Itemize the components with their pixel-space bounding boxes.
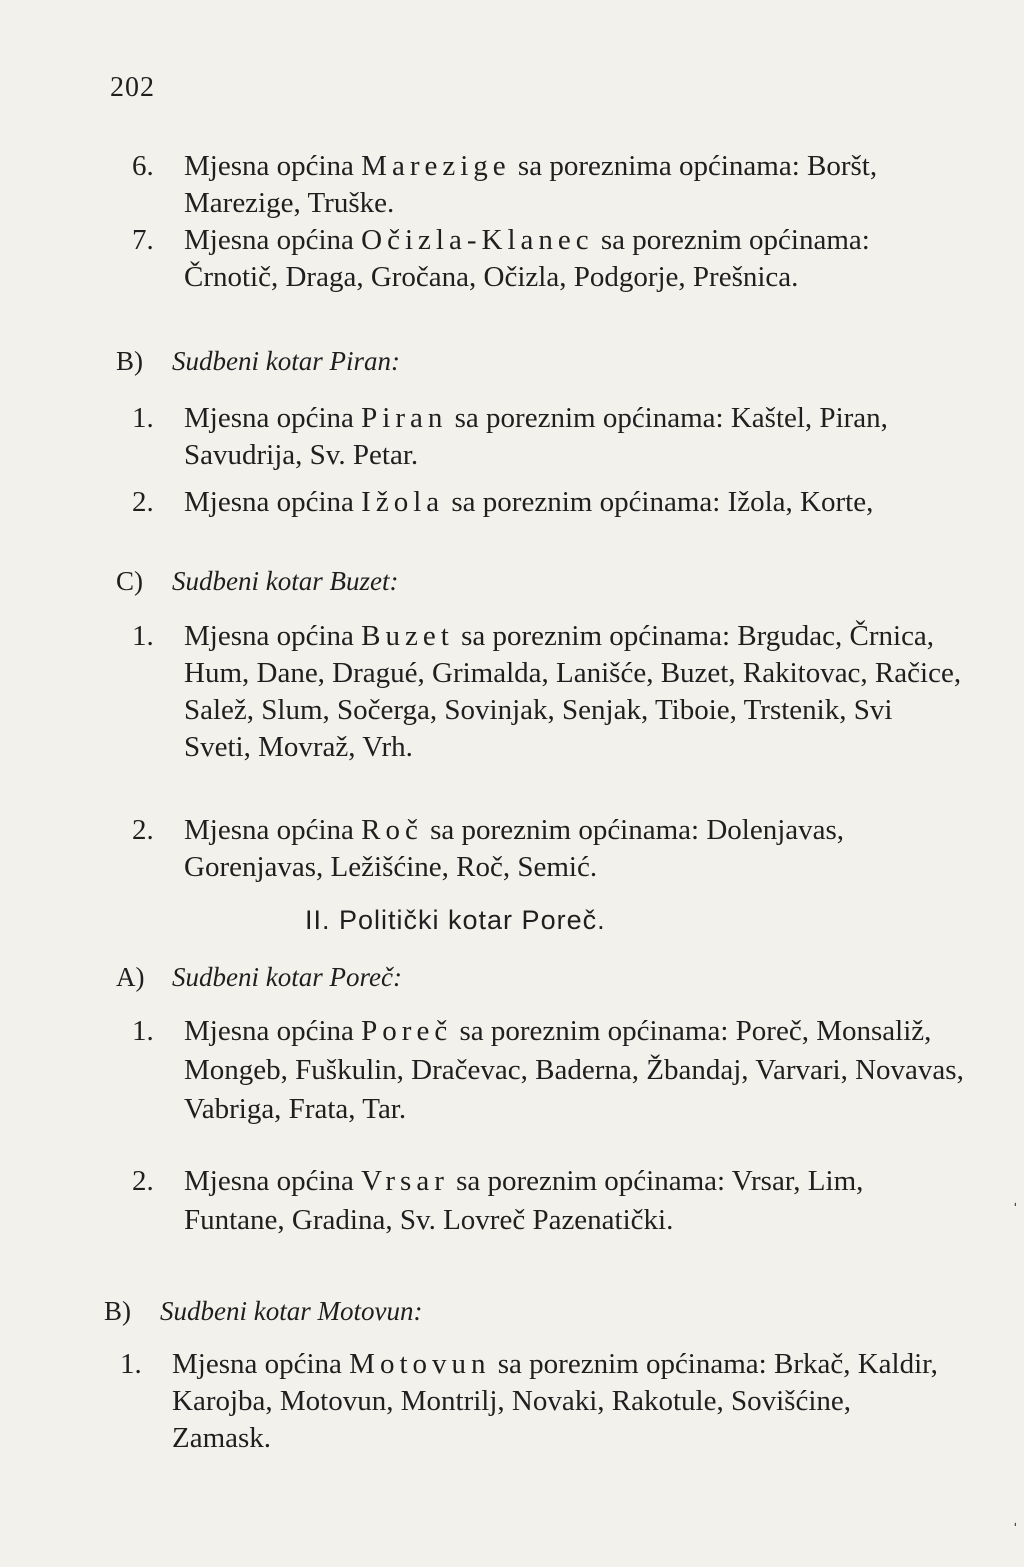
municipality-name: Očizla-Klanec <box>361 224 594 256</box>
item-text: Mjesna općina Ižola sa poreznim općinama: Ižola, Korte, <box>184 486 874 518</box>
section-heading <box>116 960 402 994</box>
item-number: 7. <box>132 224 154 256</box>
municipality-name: Vrsar <box>361 1165 449 1197</box>
item-number: 1. <box>132 1015 154 1047</box>
scan-speck: ˈ <box>1012 1200 1019 1222</box>
section-title: Sudbeni kotar Poreč: <box>172 962 402 992</box>
item-number: 2. <box>132 814 154 846</box>
item-text: Mjesna općina Očizla-Klanec sa poreznim općinama: Črnotič, Draga, Gročana, Očizla, Podgorje, Prešnica. <box>184 224 870 293</box>
item-number: 1. <box>132 620 154 652</box>
item-text: Mjesna općina Vrsar sa poreznim općinama: Vrsar, Lim, Funtane, Gradina, Sv. Lovreč Pazenatički. <box>184 1165 864 1236</box>
scan-speck: ˈ <box>1012 1520 1019 1542</box>
section-title: Sudbeni kotar Motovun: <box>160 1296 423 1326</box>
section-heading <box>104 1294 422 1328</box>
page-number: 202 <box>110 72 155 103</box>
item-text: Mjesna općina Piran sa poreznim općinama: Kaštel, Piran, Savudrija, Sv. Petar. <box>184 402 888 471</box>
municipality-name: Ižola <box>361 486 445 518</box>
section-label: B) <box>116 346 143 376</box>
section-label: B) <box>104 1296 131 1326</box>
section-title: Sudbeni kotar Piran: <box>172 346 400 376</box>
item-number: 1. <box>120 1348 142 1380</box>
municipality-name: Poreč <box>361 1015 453 1047</box>
municipality-name: Motovun <box>349 1348 491 1380</box>
section-label: A) <box>116 962 145 992</box>
municipality-name: Roč <box>361 814 423 846</box>
item-text: Mjesna općina Roč sa poreznim općinama: Dolenjavas, Gorenjavas, Ležišćine, Roč, Semić. <box>184 814 845 883</box>
item-text: Mjesna općina Motovun sa poreznim općinama: Brkač, Kaldir, Karojba, Motovun, Montrilj, Novaki, Rakotule, Sovišćine, Zamask. <box>172 1348 938 1454</box>
item-number: 6. <box>132 150 154 182</box>
item-number: 2. <box>132 486 154 518</box>
item-text: Mjesna općina Poreč sa poreznim općinama: Poreč, Monsaliž, Mongeb, Fuškulin, Dračevac, Baderna, Žbandaj, Varvari, Novavas, Vabriga, Frata, Tar. <box>184 1015 964 1125</box>
municipality-name: Buzet <box>361 620 454 652</box>
item-text: Mjesna općina Marezige sa poreznima općinama: Boršt, Marezige, Truške. <box>184 150 878 219</box>
section-label: C) <box>116 566 143 596</box>
section-heading <box>116 564 398 598</box>
municipality-name: Marezige <box>361 150 511 182</box>
section-heading <box>116 344 400 378</box>
section-title: Sudbeni kotar Buzet: <box>172 566 399 596</box>
municipality-name: Piran <box>361 402 448 434</box>
item-text: Mjesna općina Buzet sa poreznim općinama: Brgudac, Črnica, Hum, Dane, Dragué, Grimalda, Lanišće, Buzet, Rakitovac, Račice, Salež, Slum, Sočerga, Sovinjak, Senjak, Tiboie, Trstenik, Svi Sveti, Movraž, Vrh. <box>184 620 962 763</box>
item-number: 2. <box>132 1165 154 1197</box>
chapter-heading: II. Politički kotar Poreč. <box>305 905 606 935</box>
item-number: 1. <box>132 402 154 434</box>
